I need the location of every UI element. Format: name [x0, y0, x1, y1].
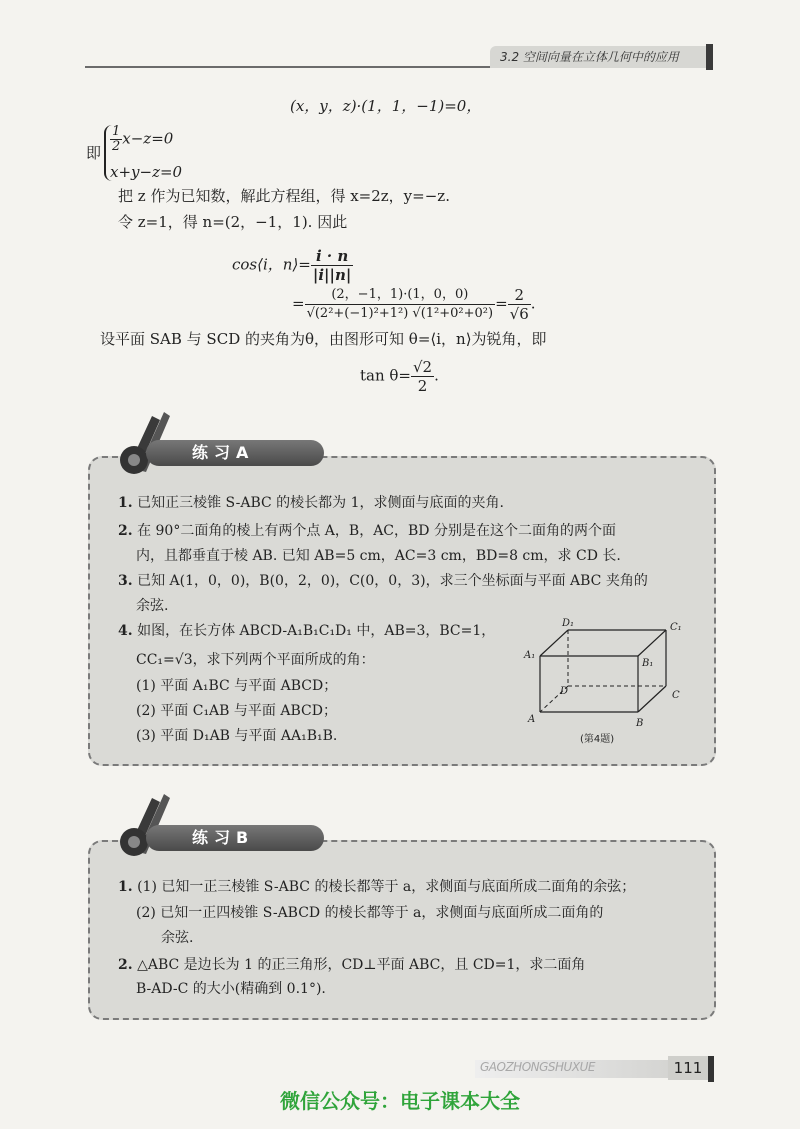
label-D: D	[560, 686, 569, 697]
exercise-b-item	[118, 878, 635, 896]
exercise-b-item	[161, 929, 193, 947]
header-bar	[706, 44, 713, 70]
solve-text: 把 z 作为已知数，解此方程组，得 x=2z，y=−z.	[118, 187, 450, 205]
item-text: 已知正三棱锥 S-ABC 的棱长都为 1，求侧面与底面的夹角.	[137, 495, 504, 511]
exercise-b-item	[136, 904, 603, 922]
eq-sign: =	[292, 294, 305, 313]
system-eq-1	[110, 125, 173, 154]
footer-brand: GAOZHONGSHUXUE	[480, 1060, 595, 1074]
item-text: 余弦.	[161, 930, 194, 946]
exercise-a-item	[118, 572, 648, 590]
tan-den: 2	[417, 377, 428, 395]
item-text: △ABC 是边长为 1 的正三角形，CD⊥平面 ABC，且 CD=1，求二面角	[137, 957, 586, 973]
exercise-a-item	[118, 622, 495, 640]
res-num: 2	[508, 286, 531, 305]
exercise-a-item	[136, 597, 168, 615]
item-text: 内，且都垂直于棱 AB. 已知 AB=5 cm，AC=3 cm，BD=8 cm，求 CD 长.	[136, 548, 621, 564]
exercise-a-item	[118, 494, 504, 512]
big-num: (2，−1，1)·(1，0，0)	[305, 286, 496, 305]
cos-fraction	[311, 247, 353, 284]
system-eq-1-rest: x−z=0	[122, 129, 174, 148]
let-z-text: 令 z=1，得 n=(2，−1，1). 因此	[118, 213, 348, 231]
item-number: 3.	[118, 573, 133, 589]
exercise-a-item	[136, 547, 621, 565]
item-text: 在 90°二面角的棱上有两个点 A，B，AC，BD 分别是在这个二面角的两个面	[137, 523, 616, 539]
cos-equation	[232, 247, 353, 284]
label-A: A	[528, 714, 536, 725]
half-num: 1	[112, 124, 121, 139]
tan-num: √2	[413, 358, 433, 376]
equation-dot-product: (x，y，z)·(1，1，−1)=0，	[290, 97, 482, 115]
label-D1: D₁	[562, 618, 575, 629]
label-B1: B₁	[642, 658, 654, 669]
exercise-b-item	[118, 956, 585, 974]
item-number: 1.	[118, 879, 133, 895]
result-fraction	[508, 286, 531, 323]
item-text: CC₁=√3，求下列两个平面所成的角：	[136, 652, 375, 668]
exercise-a-item	[136, 702, 337, 720]
item-text: (2) 已知一正四棱锥 S-ABCD 的棱长都等于 a，求侧面与底面所成二面角的	[136, 905, 604, 921]
item-text: (1) 已知一正三棱锥 S-ABC 的棱长都等于 a，求侧面与底面所成二面角的余弦；	[137, 879, 636, 895]
item-text: 已知 A(1，0，0)，B(0，2，0)，C(0，0，3)，求三个坐标面与平面 ABC 夹角的	[137, 573, 648, 589]
label-C1: C₁	[670, 622, 682, 633]
item-text: (2) 平面 C₁AB 与平面 ABCD；	[136, 703, 337, 719]
label-A1: A₁	[524, 650, 536, 661]
half-den: 2	[112, 139, 121, 154]
exercise-a-banner: 练习A	[146, 440, 324, 466]
cuboid-figure	[520, 616, 690, 746]
period: .	[530, 294, 536, 313]
exercise-a-item	[136, 727, 337, 745]
page-number-bar	[708, 1056, 714, 1082]
big-den: √(2²+(−1)²+1²) √(1²+0²+0²)	[306, 306, 494, 321]
tan-fraction	[411, 358, 434, 395]
cos-lhs: cos⟨i，n⟩=	[232, 255, 311, 274]
tan-lhs: tan θ=	[360, 366, 411, 385]
item-text: (3) 平面 D₁AB 与平面 AA₁B₁B.	[136, 728, 338, 744]
eq-sign-2: =	[495, 294, 508, 313]
item-text: B-AD-C 的大小(精确到 0.1°).	[136, 981, 326, 997]
res-den: √6	[509, 305, 529, 323]
half-fraction	[110, 125, 122, 154]
cos-value-equation	[292, 286, 536, 323]
tan-end: .	[434, 366, 439, 385]
exercise-a-item	[118, 522, 616, 540]
ji-label: 即	[86, 144, 102, 162]
item-number: 2.	[118, 957, 133, 973]
figure-caption: (第4题)	[580, 734, 615, 745]
item-text: 如图，在长方体 ABCD-A₁B₁C₁D₁ 中，AB=3，BC=1，	[137, 623, 496, 639]
exercise-b-banner: 练习B	[146, 825, 324, 851]
exercise-b-item	[136, 980, 326, 998]
system-eq-2: x+y−z=0	[110, 163, 183, 181]
cos-den: |i||n|	[312, 266, 352, 284]
item-number: 1.	[118, 495, 133, 511]
page-number: 111	[668, 1056, 708, 1080]
cos-num: i · n	[311, 247, 353, 266]
label-C: C	[672, 690, 680, 701]
exercise-a-item	[136, 677, 337, 695]
big-fraction	[305, 286, 496, 323]
section-title: 3.2 空间向量在立体几何中的应用	[500, 50, 679, 64]
label-B: B	[636, 718, 644, 729]
item-text: 余弦.	[136, 598, 169, 614]
item-number: 2.	[118, 523, 133, 539]
exercise-a-item	[136, 651, 375, 669]
angle-text: 设平面 SAB 与 SCD 的夹角为θ，由图形可知 θ=⟨i，n⟩为锐角，即	[100, 330, 547, 348]
tan-equation	[360, 358, 439, 395]
watermark: 微信公众号：电子课本大全	[280, 1089, 520, 1113]
item-text: (1) 平面 A₁BC 与平面 ABCD；	[136, 678, 338, 694]
item-number: 4.	[118, 623, 133, 639]
